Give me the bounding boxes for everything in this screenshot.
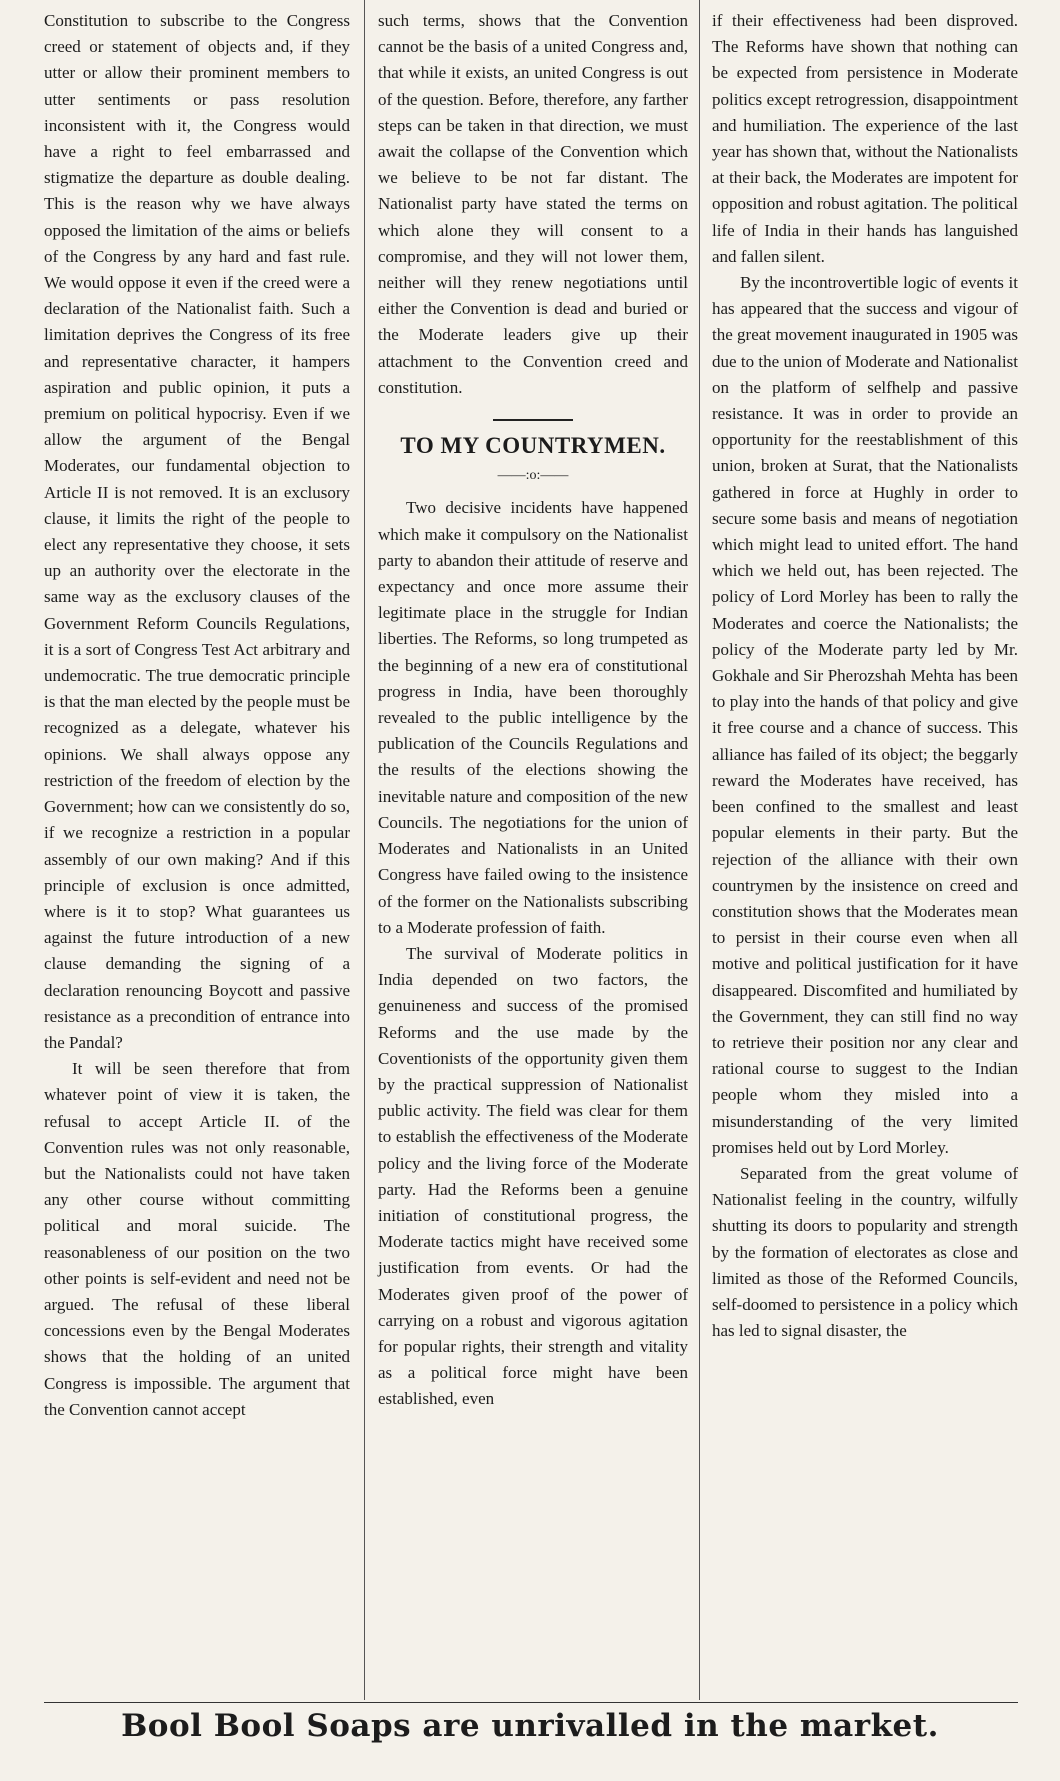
column-divider-left: [364, 0, 365, 1700]
column-3-paragraph-2: By the incontrovertible logic of events it has appeared that the success and vigour of the great movement inaugurated in 1905 was due to the union of Moderate and Nationalist on the platform of selfhelp and passive resistance. It was in order to provide an opportunity for the reestablishment of this union, broken at Surat, that the Nationalists gathered in force at Hughly in order to secure some basis and means of negotiation which might lead to united effort. The hand which we held out, has been rejected. The policy of Lord Morley has been to rally the Moderates and coerce the Nationalists; the policy of the Moderate party led by Mr. Gokhale and Sir Pherozshah Mehta has been to play into the hands of that policy and give it free course and a chance of success. This alliance has failed of its object; the beggarly reward the Moderates have received, has been confined to the smallest and least popular elements in their party. But the rejection of the alliance with their own countrymen by the insistence on creed and constitution shows that the Moderates mean to persist in their course even when all motive and political justification for it have disappeared. Discomfited and humiliated by the Government, they can still find no way to retrieve their position nor any clear and rational course to suggest to the Indian people whom they misled into a misunderstanding of the very limited promises held out by Lord Morley.: [712, 273, 1018, 1157]
column-2-paragraph-3: The survival of Moderate politics in India depended on two factors, the genuineness and success of the promised Reforms and the use made by the Coventionists of the opportunity given them by the practical suppression of Nationalist public activity. The field was clear for them to establish the effectiveness of the Moderate policy and the living force of the Moderate party. Had the Reforms been a genuine initiation of constitutional progress, the Moderate tactics might have received some justification from events. Or had the Moderates given proof of the power of carrying on a robust and vigorous agitation for popular rights, their strength and vitality as a political force might have been established, even: [378, 943, 688, 1409]
column-1-paragraph-2: It will be seen therefore that from whatever point of view it is taken, the refusal to accept Article II. of the Convention rules was not only reasonable, but the Nationalists could not have taken any other course without committing political and moral suicide. The reasonableness of our position on the two other points is self-evident and need not be argued. The refusal of these liberal concessions even by the Bengal Moderates shows that the holding of an united Congress is impossible. The argument that the Convention cannot accept: [44, 1059, 350, 1419]
column-1: [44, 8, 350, 1423]
column-2-paragraph-2: Two decisive incidents have happened which make it compulsory on the Nationalist party to abandon their attitude of reserve and expectancy and once more assume their legitimate place in the struggle for Indian liberties. The Reforms, so long trumpeted as the beginning of a new era of constitutional progress in India, have been thoroughly revealed to the public intelligence by the publication of the Councils Regulations and the results of the elections showing the inevitable nature and composition of the new Councils. The negotiations for the union of Moderates and Nationalists in an United Congress have failed owing to the insistence of the former on the Nationalists subscribing to a Moderate profession of faith.: [378, 498, 688, 937]
advertisement-banner: Bool Bool Soaps are unrivalled in the market.: [121, 1708, 939, 1744]
column-2-paragraph-1: such terms, shows that the Convention cannot be the basis of a united Congress and, that while it exists, an united Congress is out of the question. Before, therefore, any farther steps can be taken in that direction, we must await the collapse of the Convention which we believe to be not far distant. The Nationalist party have stated the terms on which alone they will consent to a compromise, and they will not lower them, neither will they renew negotiations until either the Convention is dead and buried or the Moderate leaders give up their attachment to the Convention creed and constitution.: [378, 11, 688, 397]
section-separator: [493, 419, 573, 421]
article-heading: TO MY COUNTRYMEN.: [400, 433, 666, 459]
heading-ornament: ——:o:——: [497, 468, 569, 484]
column-1-paragraph-1: Constitution to subscribe to the Congress creed or statement of objects and, if they utter or allow their prominent members to utter sentiments or pass resolution inconsistent with it, the Congress would have a right to feel embarrassed and stigmatize the departure as double dealing. This is the reason why we have always opposed the limitation of the aims or beliefs of the Congress by any hard and fast rule. We would oppose it even if the creed were a declaration of the Nationalist faith. Such a limitation deprives the Congress of its free and representative character, it hampers aspiration and public opinion, it puts a premium on political hypocrisy. Even if we allow the argument of the Bengal Moderates, our fundamental objection to Article II is not removed. It is an exclusory clause, it limits the right of the people to elect any representative they choose, it sets up an authority over the electorate in the same way as the exclusory clauses of the Government Reform Councils Regulations, it is a sort of Congress Test Act arbitrary and undemocratic. The true democratic principle is that the man elected by the people must be recognized as a delegate, whatever his opinions. We shall always oppose any restriction of the freedom of election by the Government; how can we consistently do so, if we recognize a restriction in a popular assembly of our own making? And if this principle of exclusion is once admitted, where is it to stop? What guarantees us against the future introduction of a new clause demanding the signing of a declaration renouncing Boycott and passive resistance as a precondition of entrance into the Pandal?: [44, 11, 350, 1052]
column-3-paragraph-1: if their effectiveness had been disproved. The Reforms have shown that nothing can be expected from persistence in Moderate politics except retrogression, disappointment and humiliation. The experience of the last year has shown that, without the Nationalists at their back, the Moderates are impotent for opposition and robust agitation. The political life of India in their hands has languished and fallen silent.: [712, 11, 1018, 266]
column-3-paragraph-3: Separated from the great volume of Nationalist feeling in the country, wilfully shutting its doors to popularity and strength by the formation of electorates as close and limited as those of the Reformed Councils, self-doomed to persistence in a policy which has led to signal disaster, the: [712, 1163, 1018, 1341]
column-divider-right: [699, 0, 700, 1700]
column-3: [712, 8, 1018, 1344]
column-2: [378, 8, 688, 1413]
footer-rule: [44, 1702, 1018, 1703]
